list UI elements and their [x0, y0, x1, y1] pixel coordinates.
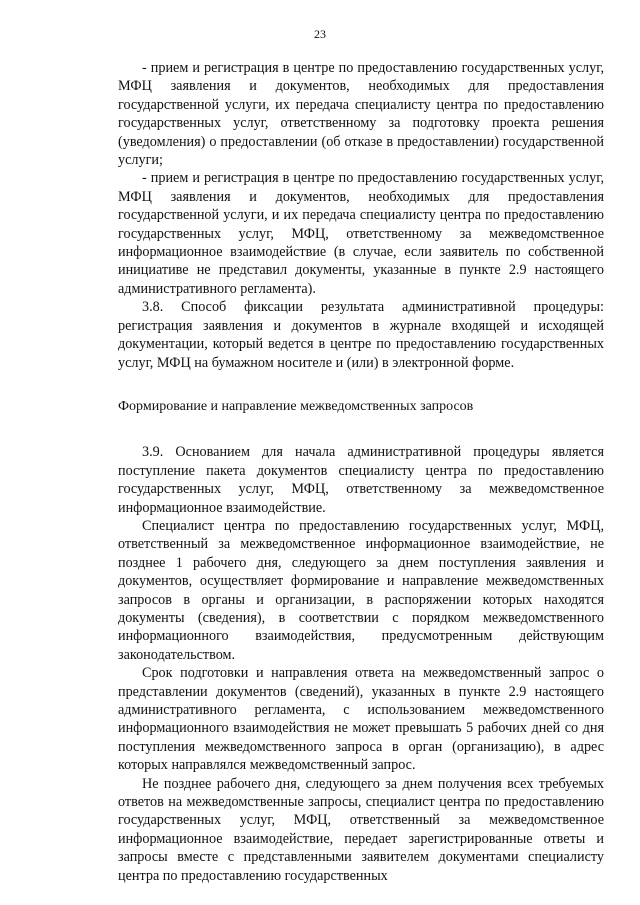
paragraph-procedure-item-2: - прием и регистрация в центре по предоставлению государственных услуг, МФЦ заявления и документов, необходимых для предоставления государственной услуги, и их передача специалисту центра по предоставлению государственных услуг, МФЦ, ответственному за межведомственное информационное взаимодействие (в случае, если заявитель по собственной инициативе не представил документы, указанные в пункте 2.9 настоящего административного регламента).: [118, 170, 604, 297]
paragraph-procedure-item-1: - прием и регистрация в центре по предоставлению государственных услуг, МФЦ заявления и документов, необходимых для предоставления государственной услуги, их передача специалисту центра по предоставлению государственных услуг, ответственному за подготовку проекта решения (уведомления) о предоставлении (об отказе в предоставлении) государственной услуги;: [118, 60, 604, 169]
section-heading: Формирование и направление межведомственных запросов: [118, 398, 474, 414]
paragraph-response-deadline: Срок подготовки и направления ответа на межведомственный запрос о представлении документов (сведений), указанных в пункте 2.9 настоящего административного регламента, с использованием межведомственного информационного взаимодействия не может превышать 5 рабочих дней со дня поступления межведомственного запроса в орган (организацию), в адрес которых направлялся межведомственный запрос.: [118, 665, 604, 774]
document-body: [118, 59, 604, 885]
page-number: 23: [314, 27, 326, 41]
paragraph-specialist-duties: Специалист центра по предоставлению государственных услуг, МФЦ, ответственный за межведомственное информационное взаимодействие, не позднее 1 рабочего дня, следующего за днем поступления заявления и документов, осуществляет формирование и направление межведомственных запросов в органы и организации, в распоряжении которых находятся документы (сведения), в соответствии с порядком межведомственного информационного взаимодействия, предусмотренным действующим законодательством.: [118, 517, 604, 663]
paragraph-clause-3-8: 3.8. Способ фиксации результата административной процедуры: регистрация заявления и документов в журнале входящей и исходящей документации, который ведется в центре по предоставлению государственных услуг, МФЦ на бумажном носителе и (или) в электронной форме.: [118, 299, 604, 371]
paragraph-transfer-of-responses: Не позднее рабочего дня, следующего за днем получения всех требуемых ответов на межведомственные запросы, специалист центра по предоставлению государственных услуг, МФЦ, ответственный за межведомственное информационное взаимодействие, передает зарегистрированные ответы и запросы вместе с представленными заявителем документами специалисту центра по предоставлению государственных: [118, 775, 604, 884]
paragraph-clause-3-9: 3.9. Основанием для начала административной процедуры является поступление пакета документов специалисту центра по предоставлению государственных услуг, МФЦ, ответственному за межведомственное информационное взаимодействие.: [118, 444, 604, 516]
